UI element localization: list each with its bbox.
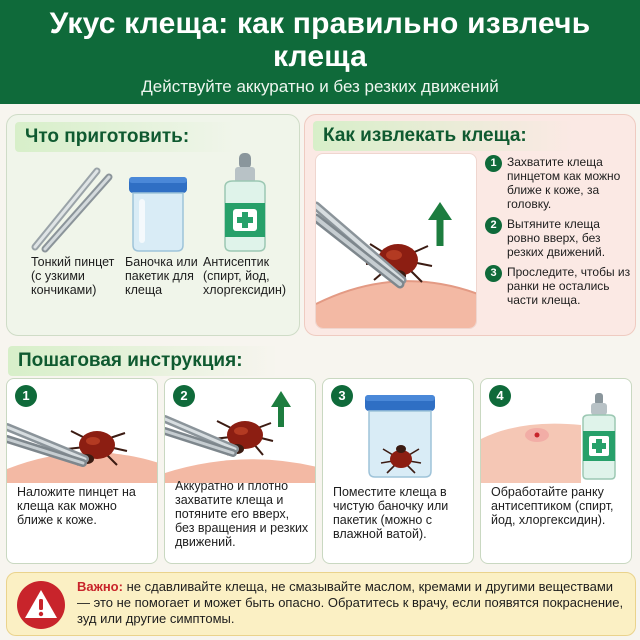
- step-number-badge: 2: [173, 385, 195, 407]
- warning-box: [6, 572, 636, 636]
- step-number-badge: 1: [485, 155, 502, 172]
- step-card-1: [6, 378, 158, 564]
- how-step-text: Захватите клеща пинцетом как можно ближе к коже, за головку.: [507, 155, 621, 211]
- step-text: Наложите пинцет на клеща как можно ближе к коже.: [17, 485, 136, 527]
- how-step-1: [485, 155, 633, 211]
- how-step-text: Вытяните клеща ровно вверх, без резких движений.: [507, 217, 606, 259]
- step-number-badge: 4: [489, 385, 511, 407]
- header-banner: [0, 0, 640, 104]
- warning-text: не сдавливайте клеща, не смазывайте маслом, кремами и другими веществами — это не помогает и может быть опасно. Обратитесь к врачу, если появятся покраснение, зуд или другие симптомы.: [77, 579, 624, 626]
- step-number-badge: 1: [15, 385, 37, 407]
- step-card-3: [322, 378, 474, 564]
- how-step-text: Проследите, чтобы из ранки не остались части клеща.: [507, 265, 631, 307]
- page-title: Укус клеща: как правильно извлечь клеща: [49, 7, 591, 73]
- step-card-2: [164, 378, 316, 564]
- jar-icon: [125, 175, 191, 253]
- how-step-3: [485, 265, 633, 307]
- step-number-badge: 2: [485, 217, 502, 234]
- step-text: Обработайте ранку антисептиком (спирт, йод, хлоргексидин).: [491, 485, 614, 527]
- how-steps-list: [485, 155, 633, 313]
- supply-jar: Баночка или пакетик для клеща: [125, 255, 198, 297]
- step-number-badge: 3: [485, 265, 502, 282]
- tweezers-icon: [23, 163, 119, 253]
- prep-heading: Что приготовить:: [15, 122, 235, 152]
- step-text: Аккуратно и плотно захватите клеща и потяните его вверх, без вращения и резких движений.: [175, 479, 309, 549]
- how-section: [304, 114, 636, 336]
- supply-tweezers: Тонкий пинцет (с узкими кончиками): [31, 255, 115, 297]
- step-card-4: [480, 378, 632, 564]
- how-step-2: [485, 217, 633, 259]
- prep-section: [6, 114, 300, 336]
- page-subtitle: Действуйте аккуратно и без резких движений: [141, 77, 499, 96]
- supply-antiseptic: Антисептик (спирт, йод, хлоргексидин): [203, 255, 287, 297]
- antiseptic-bottle-icon: [217, 153, 273, 253]
- warning-label: Важно:: [77, 579, 123, 594]
- step-text: Поместите клеща в чистую баночку или пакетик (можно с влажной ватой).: [333, 485, 449, 541]
- steps-heading: Пошаговая инструкция:: [8, 346, 278, 376]
- how-heading: Как извлекать клеща:: [313, 121, 573, 151]
- warning-text-block: [77, 579, 629, 627]
- tick-removal-illustration: [315, 153, 477, 329]
- step-number-badge: 3: [331, 385, 353, 407]
- warning-icon: [17, 581, 65, 629]
